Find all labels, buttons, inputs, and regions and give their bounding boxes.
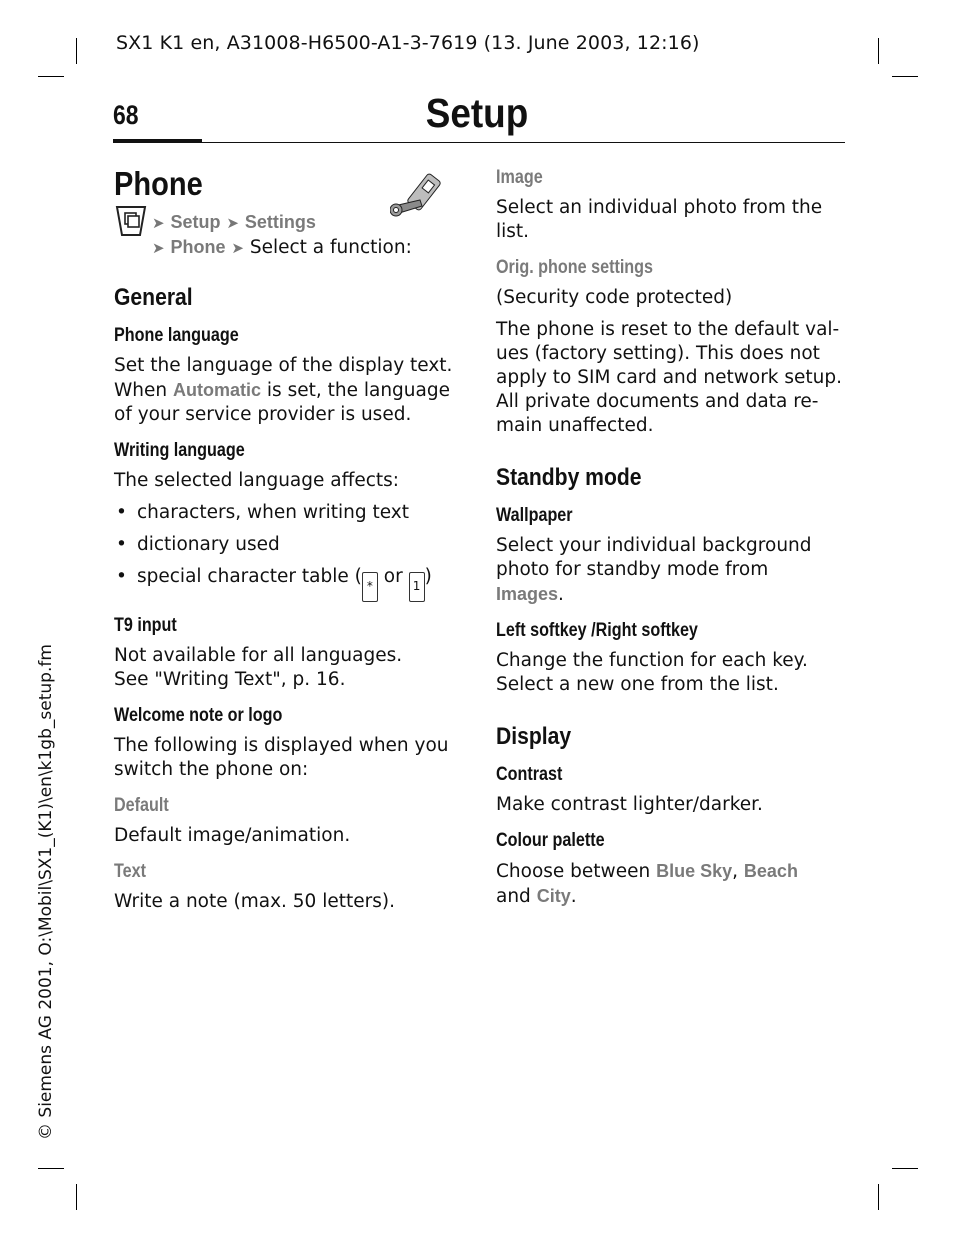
option-city: City — [536, 886, 571, 906]
header-rule — [113, 142, 845, 143]
crop-mark — [878, 38, 879, 64]
phone-language-description: Set the language of the display text. When Automatic is set, the language of your service provider is used. — [114, 355, 453, 425]
side-copyright: © Siemens AG 2001, O:\Mobil\SX1_(K1)\en\k1gb_setup.fm — [36, 644, 56, 1140]
topic-title: Phone — [114, 165, 203, 202]
contrast-description: Make contrast lighter/darker. — [496, 794, 763, 815]
menu-path — [114, 204, 462, 256]
menu-step-phone: Phone — [170, 237, 226, 257]
option-beach: Beach — [743, 861, 798, 881]
left-column — [114, 164, 462, 922]
crop-mark — [76, 1184, 77, 1210]
crop-mark — [892, 76, 918, 77]
arrow-icon: ➤ — [152, 214, 165, 232]
item-title-phone-language: Phone language — [114, 325, 239, 346]
writing-language-intro: The selected language affects: — [114, 470, 400, 491]
text-description: Write a note (max. 50 letters). — [114, 891, 395, 912]
crop-mark — [38, 1168, 64, 1169]
item-title-contrast: Contrast — [496, 764, 563, 785]
orig-description: The phone is reset to the default val- ues (factory setting). This does not apply to SIM card and network setup. All private documents and data re- main unaffected. — [496, 319, 843, 436]
item-title-writing-language: Writing language — [114, 440, 245, 461]
item-title-welcome-note: Welcome note or logo — [114, 705, 283, 726]
item-title-softkeys: Left softkey /Right softkey — [496, 620, 698, 641]
menu-step-settings: Settings — [244, 212, 316, 232]
item-title-wallpaper: Wallpaper — [496, 505, 573, 526]
list-item: • special character table ( * or 1 ) — [114, 565, 462, 602]
one-key-icon: 1 — [409, 572, 425, 602]
page-number: 68 — [113, 100, 139, 130]
option-images: Images — [496, 584, 559, 604]
option-default: Default — [114, 795, 169, 816]
item-title-colour-palette: Colour palette — [496, 830, 605, 851]
document-header: SX1 K1 en, A31008-H6500-A1-3-7619 (13. June 2003, 12:16) — [116, 32, 700, 54]
image-description: Select an individual photo from the list. — [496, 197, 823, 242]
default-description: Default image/animation. — [114, 825, 351, 846]
orig-note: (Security code protected) — [496, 287, 733, 308]
arrow-icon: ➤ — [226, 214, 239, 232]
subheading-standby-mode: Standby mode — [496, 464, 642, 491]
crop-mark — [76, 38, 77, 64]
welcome-description: The following is displayed when you switch the phone on: — [114, 735, 449, 780]
item-title-t9-input: T9 input — [114, 615, 177, 636]
subheading-display: Display — [496, 723, 572, 750]
subheading-general: General — [114, 284, 193, 311]
option-image: Image — [496, 167, 543, 188]
list-item: • characters, when writing text — [116, 502, 409, 523]
arrow-icon: ➤ — [231, 239, 244, 257]
arrow-icon: ➤ — [152, 239, 165, 257]
wallpaper-description: Select your individual background photo for standby mode from Images. — [496, 535, 812, 605]
writing-language-list — [114, 501, 462, 602]
option-blue-sky: Blue Sky — [656, 861, 733, 881]
crop-mark — [878, 1184, 879, 1210]
menu-key-icon — [114, 204, 148, 238]
crop-mark — [38, 76, 64, 77]
option-text: Text — [114, 861, 147, 882]
softkey-description: Change the function for each key. Select a new one from the list. — [496, 650, 808, 695]
palette-description: Choose between Blue Sky, Beach and City. — [496, 861, 798, 907]
menu-path-tail: Select a function: — [249, 237, 412, 258]
option-orig-phone-settings: Orig. phone settings — [496, 257, 654, 278]
crop-mark — [892, 1168, 918, 1169]
right-column — [496, 164, 846, 917]
section-title: Setup — [425, 90, 529, 136]
list-item: • dictionary used — [116, 534, 280, 555]
option-automatic: Automatic — [173, 380, 262, 400]
star-key-icon: * — [362, 572, 378, 602]
t9-description: Not available for all languages. See "Writing Text", p. 16. — [114, 645, 403, 690]
menu-step-setup: Setup — [170, 212, 221, 232]
